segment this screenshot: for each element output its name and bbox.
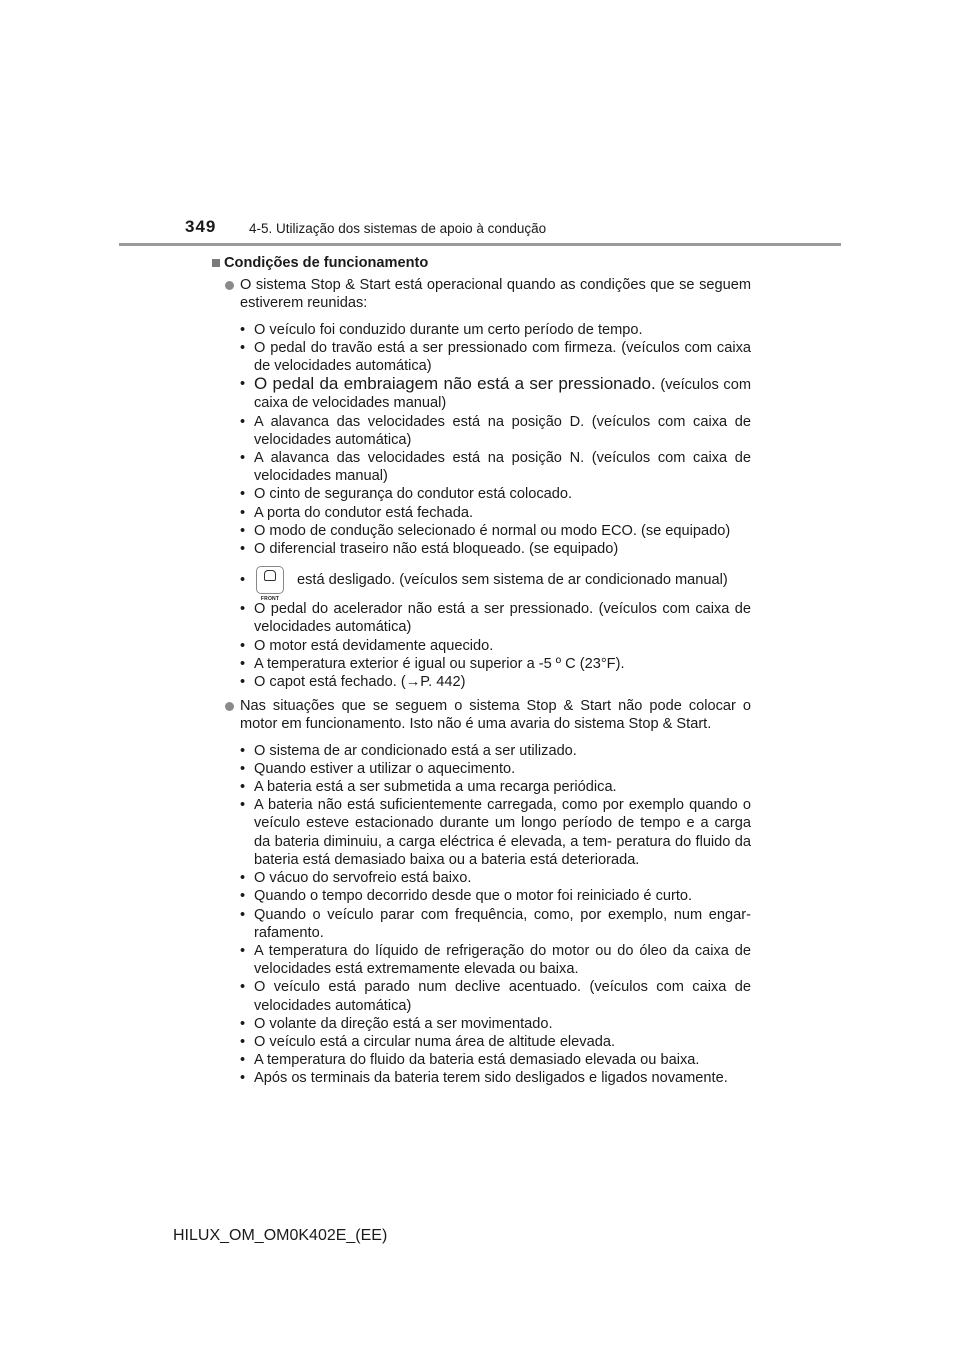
list-item: • O pedal do acelerador não está a ser pressionado. (veículos com caixa de velocidades automática) bbox=[211, 600, 751, 636]
list-item: • O pedal do travão está a ser pressionado com firmeza. (veículos com caixa de velocidades automática) bbox=[211, 339, 751, 375]
list-item: • O sistema de ar condicionado está a ser utilizado. bbox=[211, 742, 751, 760]
operating-conditions-list bbox=[211, 321, 751, 692]
section-heading: Condições de funcionamento bbox=[211, 254, 751, 272]
section-title: 4-5. Utilização dos sistemas de apoio à condução bbox=[249, 221, 547, 236]
list-item: • O diferencial traseiro não está bloqueado. (se equipado) bbox=[211, 540, 751, 558]
list-item: • Quando estiver a utilizar o aquecimento. bbox=[211, 760, 751, 778]
clutch-condition-tail: (veículos com caixa de velocidades manual) bbox=[254, 377, 751, 412]
list-item: • A temperatura exterior é igual ou superior a -5 º C (23°F). bbox=[211, 655, 751, 673]
list-item: • A bateria está a ser submetida a uma recarga periódica. bbox=[211, 778, 751, 796]
list-item: • Após os terminais da bateria terem sido desligados e ligados novamente. bbox=[211, 1069, 751, 1087]
list-item: • O motor está devidamente aquecido. bbox=[211, 637, 751, 655]
list-item: • A alavanca das velocidades está na posição D. (veículos com caixa de velocidades automática) bbox=[211, 413, 751, 449]
list-item: • A porta do condutor está fechada. bbox=[211, 504, 751, 522]
list-item: • Quando o tempo decorrido desde que o motor foi reiniciado é curto. bbox=[211, 887, 751, 905]
list-item: • A bateria não está suficientemente carregada, como por exemplo quando o veículo esteve estacionado durante um longo período de tempo e a carga da bateria diminuiu, a carga eléctrica é elevada, a tem- peratura do fluido da bateria está demasiado baixa ou a bateria está deteriorada. bbox=[211, 796, 751, 869]
page-header bbox=[0, 0, 960, 250]
list-item bbox=[211, 563, 751, 603]
document-code: HILUX_OM_OM0K402E_(EE) bbox=[173, 1227, 388, 1244]
list-item: • A temperatura do líquido de refrigeração do motor ou do óleo da caixa de velocidades está extremamente elevada ou baixa. bbox=[211, 942, 751, 978]
list-item: • O capot está fechado. (→P. 442) bbox=[211, 673, 751, 691]
list-item: • O modo de condução selecionado é normal ou modo ECO. (se equipado) bbox=[211, 522, 751, 540]
defogger-condition-text: está desligado. (veículos sem sistema de ar condicionado manual) bbox=[297, 572, 728, 589]
list-item: • Quando o veículo parar com frequência, como, por exemplo, num engar- rafamento. bbox=[211, 906, 751, 942]
front-defogger-icon bbox=[256, 566, 284, 603]
list-item bbox=[211, 375, 751, 412]
front-icon-label: • FRONT bbox=[260, 596, 280, 603]
clutch-condition-lead: O pedal da embraiagem não está a ser pressionado. bbox=[254, 374, 656, 394]
restart-limitations-intro: Nas situações que se seguem o sistema Stop & Start não pode colocar o motor em funcionamento. Isto não é uma avaria do sistema Stop & Start. bbox=[211, 697, 751, 733]
list-item: • O veículo foi conduzido durante um certo período de tempo. bbox=[211, 321, 751, 339]
list-item: • O vácuo do servofreio está baixo. bbox=[211, 869, 751, 887]
list-item: • O cinto de segurança do condutor está colocado. bbox=[211, 485, 751, 503]
list-item: • A alavanca das velocidades está na posição N. (veículos com caixa de velocidades manual) bbox=[211, 449, 751, 485]
restart-limitations-list bbox=[211, 742, 751, 1088]
header-rule bbox=[119, 243, 841, 246]
page-number: 349 bbox=[185, 217, 217, 236]
operating-conditions-intro: O sistema Stop & Start está operacional quando as condições que se seguem estiverem reunidas: bbox=[211, 276, 751, 312]
main-content bbox=[211, 254, 751, 1094]
list-item: • O veículo está a circular numa área de altitude elevada. bbox=[211, 1033, 751, 1051]
list-item: • O veículo está parado num declive acentuado. (veículos com caixa de velocidades automática) bbox=[211, 978, 751, 1014]
list-item: • A temperatura do fluido da bateria está demasiado elevada ou baixa. bbox=[211, 1051, 751, 1069]
list-item: • O volante da direção está a ser movimentado. bbox=[211, 1015, 751, 1033]
